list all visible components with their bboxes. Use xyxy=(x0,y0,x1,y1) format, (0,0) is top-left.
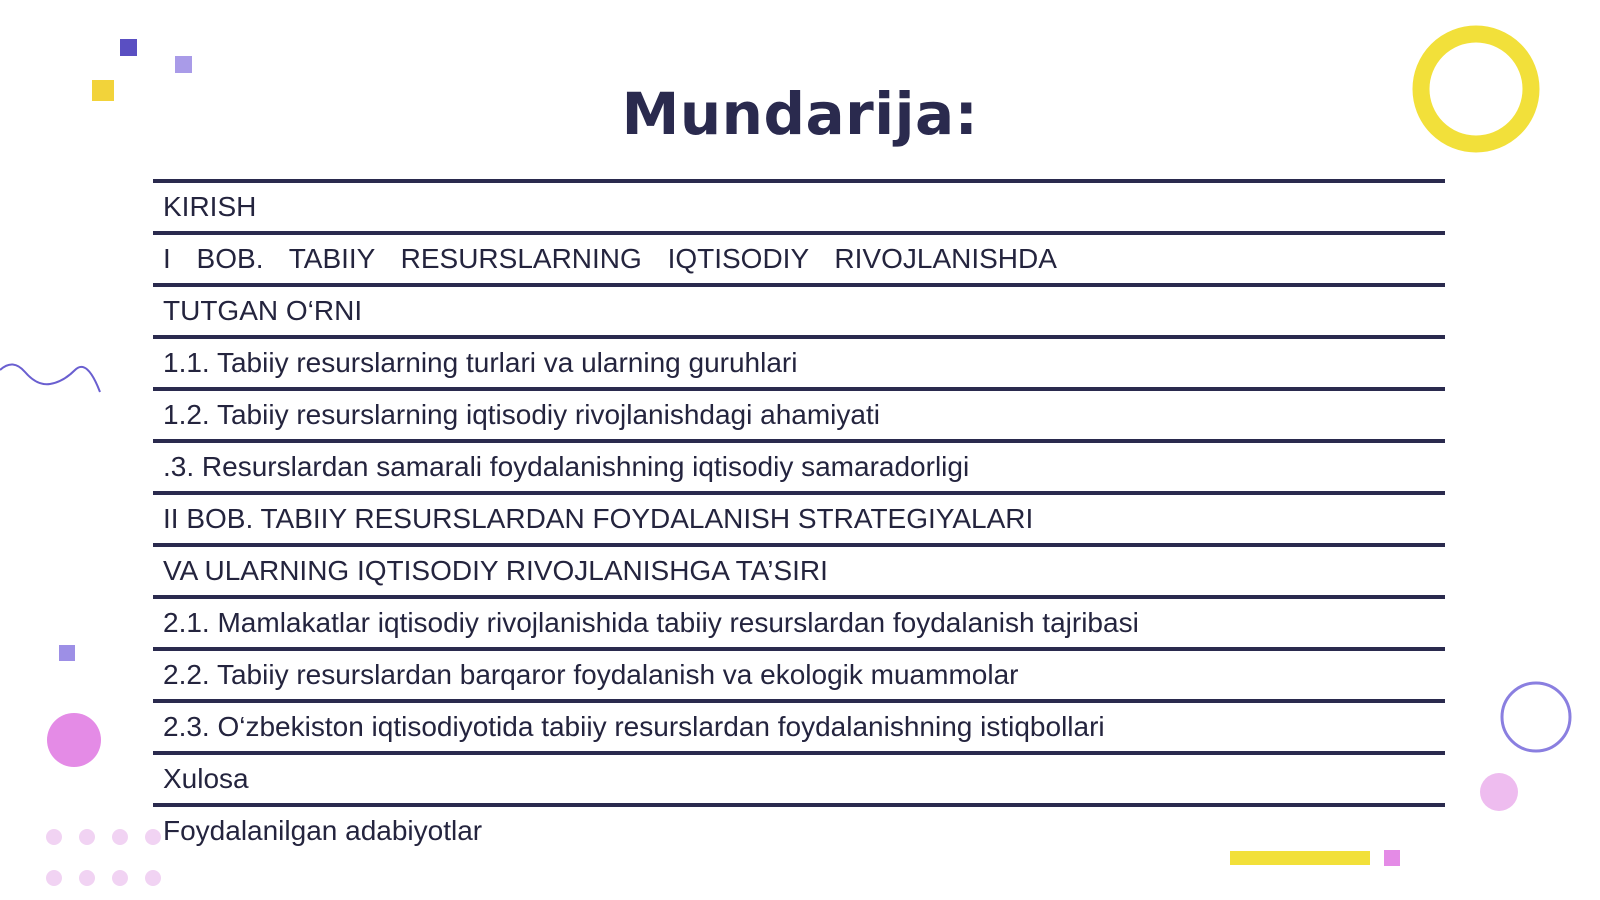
lavender-square xyxy=(175,56,192,73)
toc-item: Xulosa xyxy=(153,755,1445,807)
toc-item: Foydalanilgan adabiyotlar xyxy=(163,815,483,846)
table-of-contents xyxy=(153,179,1445,855)
toc-item: 1.2. Tabiiy resurslarning iqtisodiy rivojlanishdagi ahamiyati xyxy=(153,391,1445,443)
toc-item: 2.2. Tabiiy resurslardan barqaror foydalanish va ekologik muammolar xyxy=(153,651,1445,703)
toc-item: VA ULARNING IQTISODIY RIVOJLANISHGA TA’SIRI xyxy=(153,547,1445,599)
toc-item: .3. Resurslardan samarali foydalanishning iqtisodiy samaradorligi xyxy=(153,443,1445,495)
pink-circle-light xyxy=(1480,773,1518,811)
toc-item: 2.3. O‘zbekiston iqtisodiyotida tabiiy resurslardan foydalanishning istiqbollari xyxy=(153,703,1445,755)
toc-item: TUTGAN O‘RNI xyxy=(153,287,1445,339)
lavender-square-small xyxy=(59,645,75,661)
pink-circle xyxy=(47,713,101,767)
dot-grid xyxy=(46,829,161,886)
toc-item: 1.1. Tabiiy resurslarning turlari va ularning guruhlari xyxy=(153,339,1445,391)
page-title: Mundarija: xyxy=(621,80,979,148)
purple-square xyxy=(120,39,137,56)
toc-item: 2.1. Mamlakatlar iqtisodiy rivojlanishida tabiiy resurslardan foydalanish tajribasi xyxy=(153,599,1445,651)
purple-ring xyxy=(1502,683,1570,751)
toc-item: II BOB. TABIIY RESURSLARDAN FOYDALANISH STRATEGIYALARI xyxy=(153,495,1445,547)
wave-line xyxy=(0,364,100,392)
toc-item: I BOB. TABIIY RESURSLARNING IQTISODIY RIVOJLANISHDA xyxy=(153,235,1445,287)
toc-item: KIRISH xyxy=(153,183,1445,235)
